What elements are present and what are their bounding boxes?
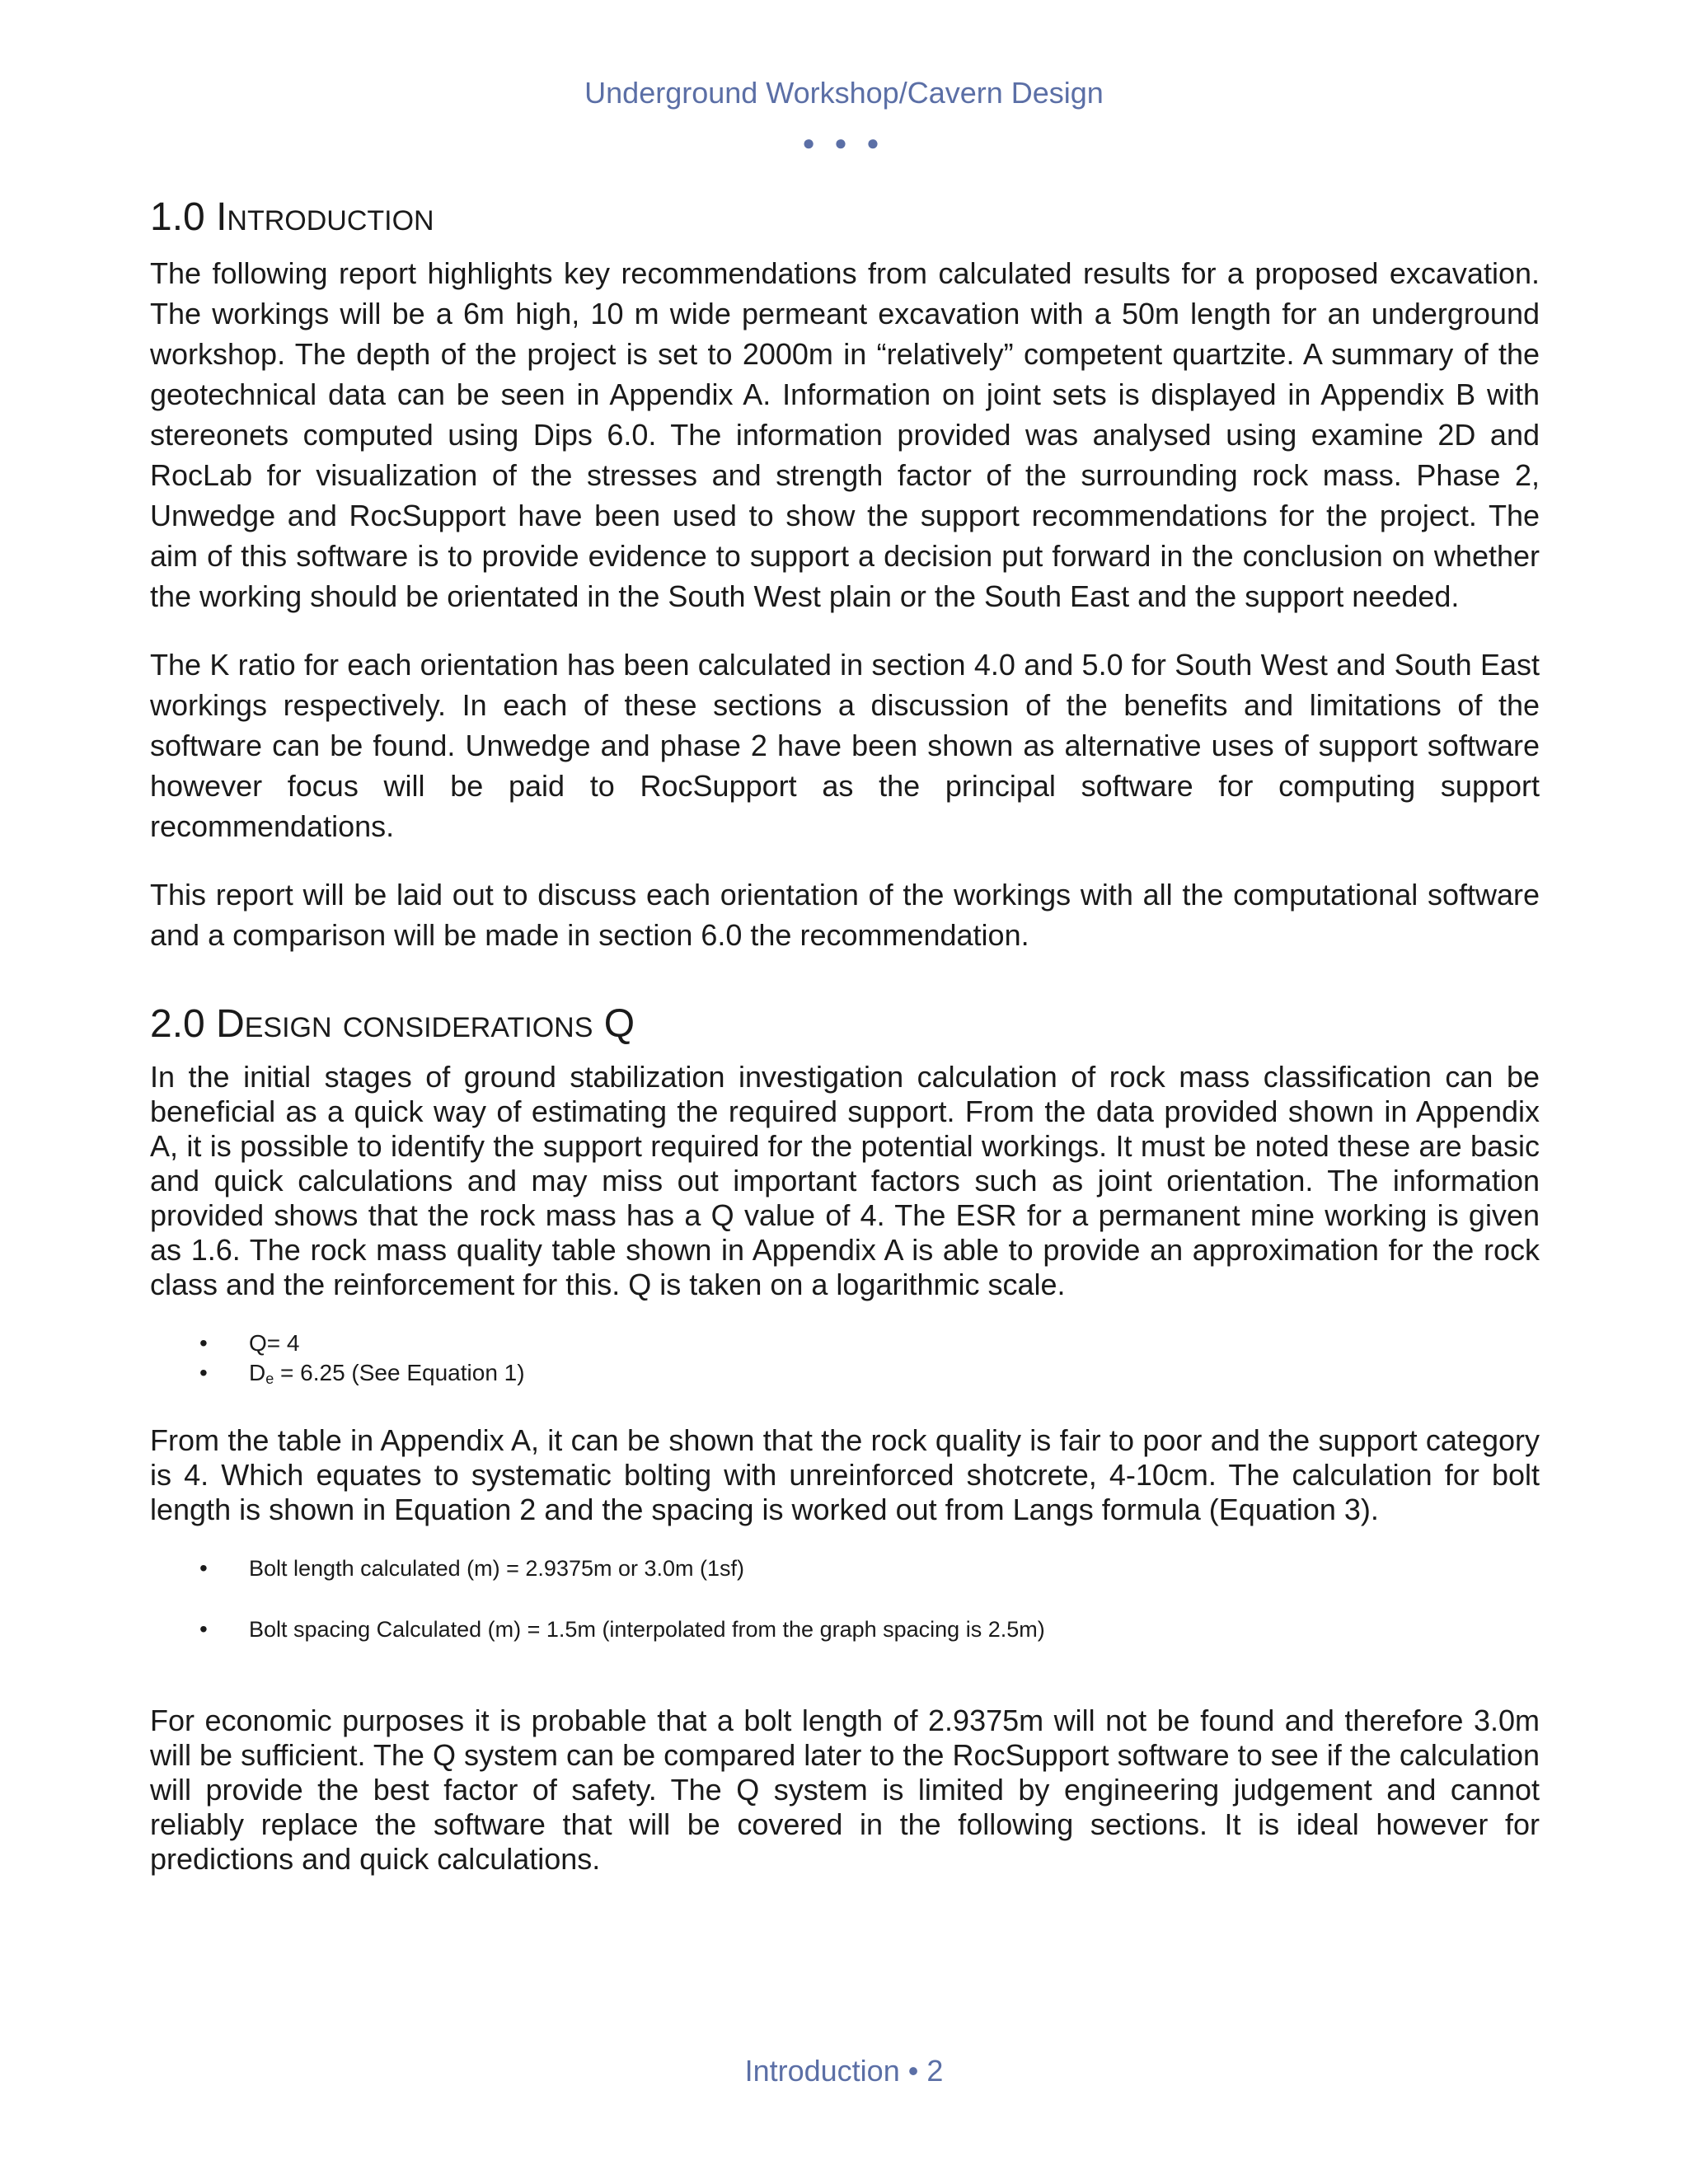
intro-paragraph-1: The following report highlights key recommendations from calculated results for a proposed excavation. The workings will be a 6m high, 10 m wide permeant excavation with a 50m length for an underground workshop. The depth of the project is set to 2000m in “relatively” competent quartzite. A summary of the geotechnical data can be seen in Appendix A. Information on joint sets is displayed in Appendix B with stereonets computed using Dips 6.0. The information provided was analysed using examine 2D and RocLab for visualization of the stresses and strength factor of the surrounding rock mass. Phase 2, Unwedge and RocSupport have been used to show the support recommendations for the project. The aim of this software is to provide evidence to support a decision put forward in the conclusion on whether the working should be orientated in the South West plain or the South East and the support needed.	[150, 256, 1540, 613]
intro-paragraph-3: This report will be laid out to discuss each orientation of the workings with all the computational software and a comparison will be made in section 6.0 the recommendation.	[150, 878, 1540, 952]
section-title: Design considerations Q	[216, 1002, 635, 1046]
bolt-spacing-text: Bolt spacing Calculated (m) = 1.5m (interpolated from the graph spacing is 2.5m)	[249, 1617, 1045, 1642]
section-number: 2.0	[150, 1002, 205, 1046]
page-footer	[0, 2054, 1688, 2088]
page-content	[150, 194, 1540, 1903]
bullet-glyph: •	[199, 1616, 208, 1642]
running-header-title: Underground Workshop/Cavern Design	[584, 76, 1104, 110]
bolt-calculation-list	[150, 1554, 1540, 1644]
bullet-glyph: •	[199, 1555, 208, 1581]
list-item	[150, 1615, 1540, 1644]
list-item	[150, 1554, 1540, 1583]
design-paragraph-2: From the table in Appendix A, it can be shown that the rock quality is fair to poor and the support category is 4. Which equates to systematic bolting with unreinforced shotcrete, 4-10cm. The calculation for bolt length is shown in Equation 2 and the spacing is worked out from Langs formula (Equation 3).	[150, 1423, 1540, 1526]
section-title: Introduction	[216, 195, 434, 239]
de-value-text: = 6.25 (See Equation 1)	[274, 1360, 525, 1385]
list-item	[150, 1329, 1540, 1358]
bullet-glyph: •	[199, 1330, 208, 1356]
list-item	[150, 1358, 1540, 1394]
footer-label: Introduction	[744, 2054, 900, 2088]
de-subscript: e	[265, 1371, 274, 1387]
section-heading-design-considerations	[150, 1001, 1540, 1047]
footer-separator: •	[907, 2054, 919, 2088]
design-paragraph-1: In the initial stages of ground stabilization investigation calculation of rock mass classification can be beneficial as a quick way of estimating the required support. From the data provided shown in Appendix A, it is possible to identify the support required for the potential workings. It must be noted these are basic and quick calculations and may miss out important factors such as joint orientation. The information provided shows that the rock mass has a Q value of 4. The ESR for a permanent mine working is given as 1.6. The rock mass quality table shown in Appendix A is able to provide an approximation for the rock class and the reinforcement for this. Q is taken on a logarithmic scale.	[150, 1060, 1540, 1301]
header-ornament-dots: ● ● ●	[802, 130, 886, 155]
q-value-list	[150, 1329, 1540, 1394]
section-heading-introduction	[150, 194, 1540, 240]
page-number: 2	[926, 2054, 944, 2088]
bolt-length-text: Bolt length calculated (m) = 2.9375m or 3.0m (1sf)	[249, 1556, 745, 1581]
design-paragraph-3: For economic purposes it is probable that a bolt length of 2.9375m will not be found and therefore 3.0m will be sufficient. The Q system can be compared later to the RocSupport software to see if the calculation will provide the best factor of safety. The Q system is limited by engineering judgement and cannot reliably replace the software that will be covered in the following sections. It is ideal however for predictions and quick calculations.	[150, 1704, 1540, 1876]
intro-paragraph-2: The K ratio for each orientation has been calculated in section 4.0 and 5.0 for South West and South East workings respectively. In each of these sections a discussion of the benefits and limitations of the software can be found. Unwedge and phase 2 have been shown as alternative uses of support software however focus will be paid to RocSupport as the principal software for computing support recommendations.	[150, 648, 1540, 843]
section-number: 1.0	[150, 195, 205, 239]
de-symbol: D	[249, 1360, 266, 1385]
bullet-glyph: •	[199, 1360, 208, 1385]
q-value-text: Q= 4	[249, 1330, 300, 1356]
